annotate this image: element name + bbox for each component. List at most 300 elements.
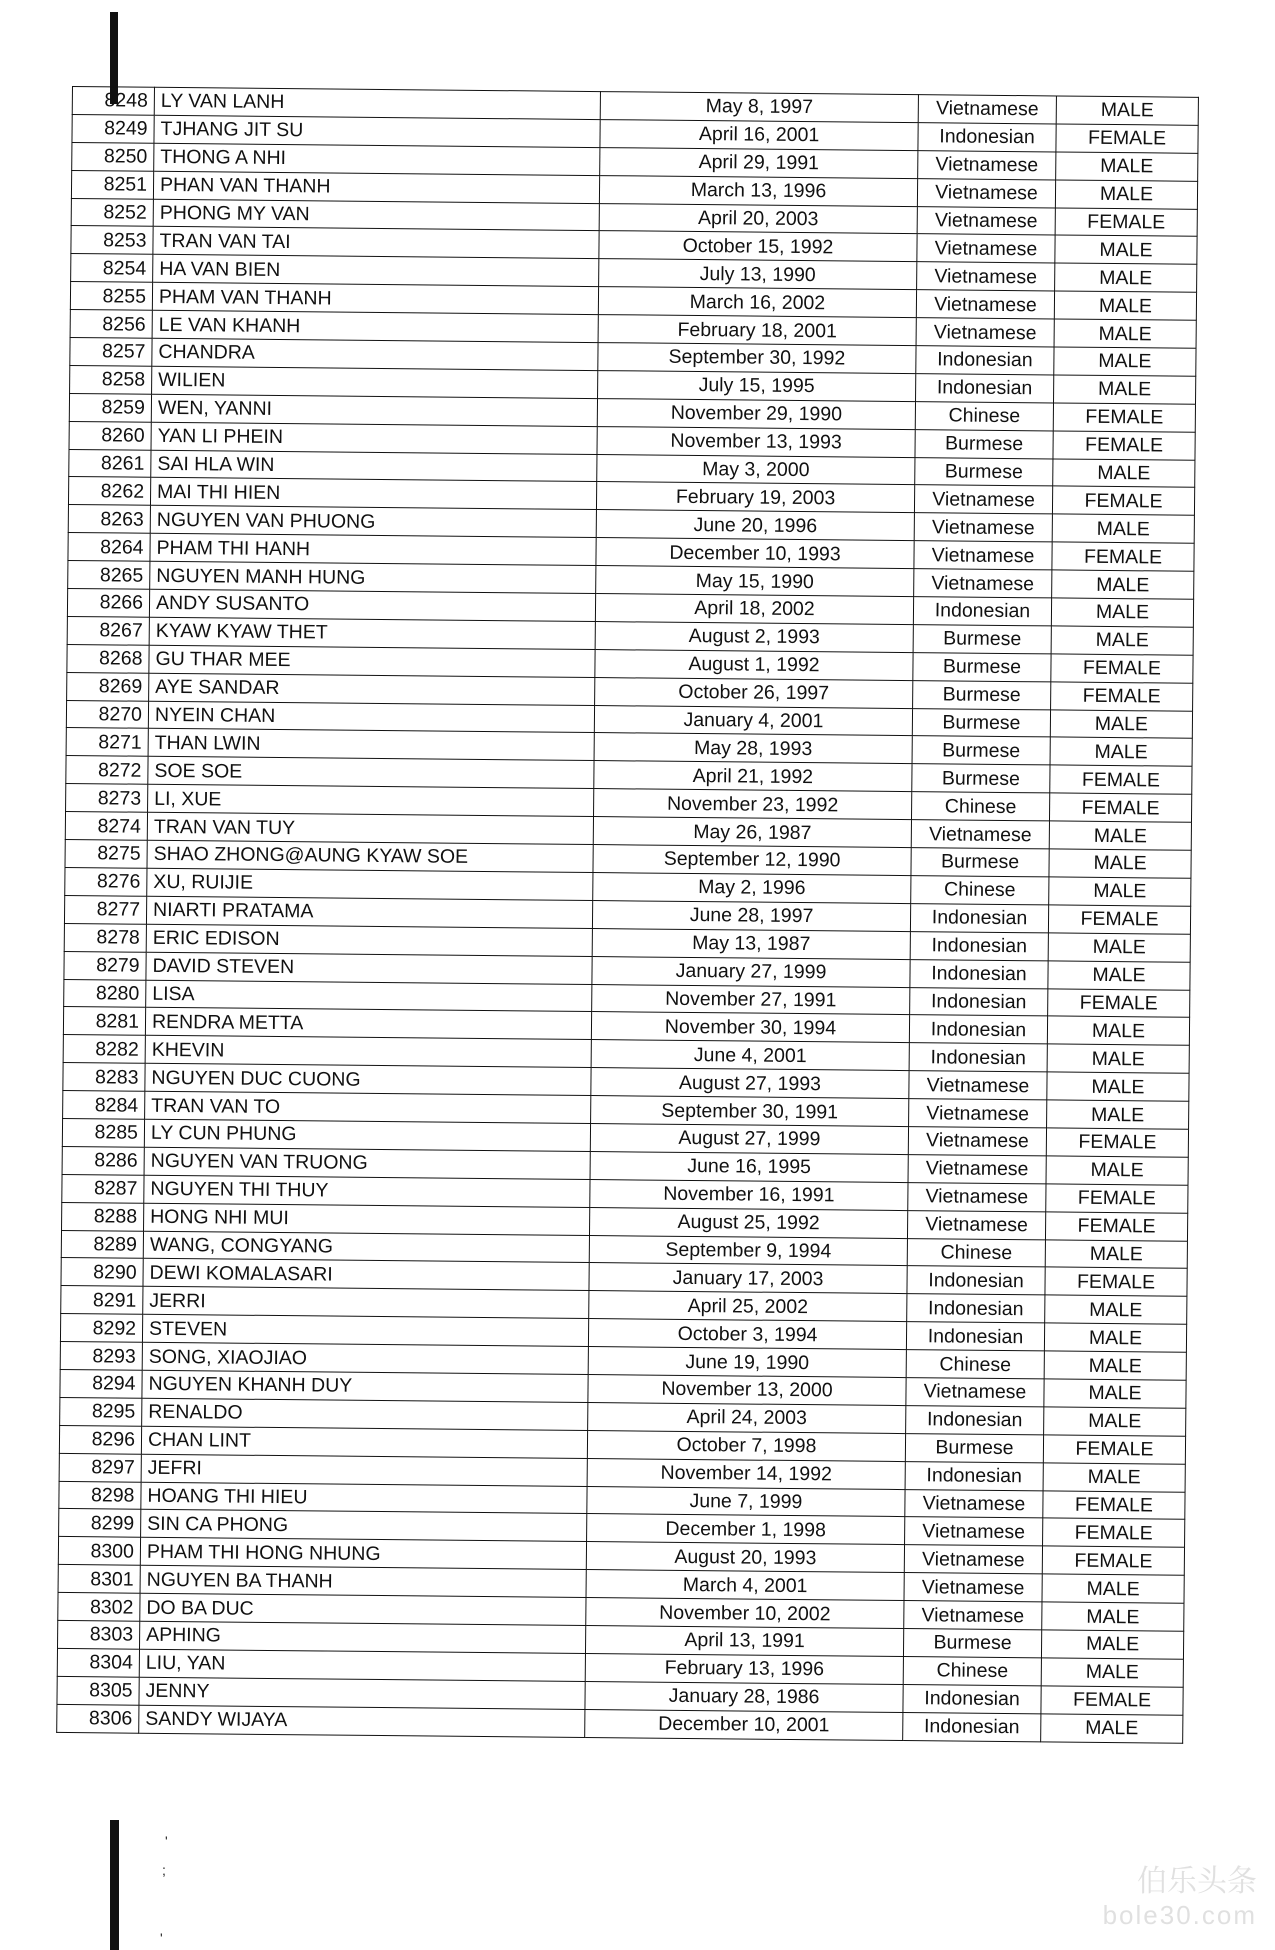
record-number-cell: 8298 xyxy=(59,1481,141,1510)
date-of-birth-cell: June 28, 1997 xyxy=(592,900,910,931)
person-name-cell: PHONG MY VAN xyxy=(153,199,599,231)
person-name-cell: PHAM VAN THANH xyxy=(152,283,598,315)
nationality-cell: Vietnamese xyxy=(918,150,1056,179)
date-of-birth-cell: June 4, 2001 xyxy=(591,1040,909,1071)
record-number-cell: 8300 xyxy=(58,1537,140,1566)
record-number-cell: 8294 xyxy=(60,1369,142,1398)
sex-cell: FEMALE xyxy=(1046,1184,1188,1213)
date-of-birth-cell: December 10, 2001 xyxy=(585,1709,903,1740)
record-number-cell: 8282 xyxy=(63,1035,145,1064)
sex-cell: FEMALE xyxy=(1055,208,1197,237)
person-name-cell: RENALDO xyxy=(142,1398,588,1430)
sex-cell: MALE xyxy=(1053,459,1195,488)
person-name-cell: LIU, YAN xyxy=(139,1649,585,1681)
nationality-cell: Vietnamese xyxy=(914,513,1052,542)
person-name-cell: JEFRI xyxy=(141,1454,587,1486)
sex-cell: MALE xyxy=(1055,263,1197,292)
nationality-cell: Indonesian xyxy=(907,1294,1045,1323)
record-number-cell: 8255 xyxy=(70,282,152,311)
date-of-birth-cell: November 10, 2002 xyxy=(586,1598,904,1629)
sex-cell: MALE xyxy=(1041,1714,1183,1743)
nationality-cell: Vietnamese xyxy=(907,1210,1045,1239)
sex-cell: MALE xyxy=(1050,737,1192,766)
date-of-birth-cell: April 29, 1991 xyxy=(600,147,918,178)
nationality-cell: Indonesian xyxy=(913,597,1051,626)
date-of-birth-cell: October 3, 1994 xyxy=(588,1319,906,1350)
date-of-birth-cell: August 2, 1993 xyxy=(595,621,913,652)
nationality-cell: Burmese xyxy=(913,625,1051,654)
sex-cell: FEMALE xyxy=(1051,682,1193,711)
person-name-cell: KHEVIN xyxy=(145,1036,591,1068)
date-of-birth-cell: July 13, 1990 xyxy=(599,259,917,290)
nationality-cell: Vietnamese xyxy=(909,1071,1047,1100)
person-name-cell: SIN CA PHONG xyxy=(141,1510,587,1542)
record-number-cell: 8299 xyxy=(59,1509,141,1538)
nationality-cell: Burmese xyxy=(913,680,1051,709)
sex-cell: FEMALE xyxy=(1041,1686,1183,1715)
date-of-birth-cell: November 23, 1992 xyxy=(594,789,912,820)
date-of-birth-cell: September 30, 1992 xyxy=(598,343,916,374)
nationality-cell: Chinese xyxy=(915,401,1053,430)
nationality-cell: Vietnamese xyxy=(905,1517,1043,1546)
record-number-cell: 8290 xyxy=(61,1258,143,1287)
date-of-birth-cell: May 26, 1987 xyxy=(593,817,911,848)
person-name-cell: HA VAN BIEN xyxy=(153,255,599,287)
nationality-cell: Burmese xyxy=(911,848,1049,877)
nationality-cell: Indonesian xyxy=(910,959,1048,988)
record-number-cell: 8295 xyxy=(60,1397,142,1426)
sex-cell: MALE xyxy=(1051,598,1193,627)
record-number-cell: 8278 xyxy=(64,923,146,952)
person-name-cell: ANDY SUSANTO xyxy=(149,589,595,621)
record-number-cell: 8270 xyxy=(66,700,148,729)
watermark xyxy=(987,1856,1257,1936)
person-name-cell: NGUYEN VAN TRUONG xyxy=(144,1147,590,1179)
date-of-birth-cell: May 8, 1997 xyxy=(600,92,918,123)
sex-cell: MALE xyxy=(1054,291,1196,320)
sex-cell: MALE xyxy=(1052,514,1194,543)
date-of-birth-cell: January 4, 2001 xyxy=(594,705,912,736)
person-name-cell: XU, RUIJIE xyxy=(147,868,593,900)
record-number-cell: 8254 xyxy=(71,254,153,283)
person-name-cell: NGUYEN BA THANH xyxy=(140,1565,586,1597)
date-of-birth-cell: November 13, 2000 xyxy=(588,1374,906,1405)
sex-cell: MALE xyxy=(1049,821,1191,850)
nationality-cell: Vietnamese xyxy=(917,178,1055,207)
date-of-birth-cell: August 1, 1992 xyxy=(595,649,913,680)
record-number-cell: 8280 xyxy=(64,979,146,1008)
register-body xyxy=(57,87,1199,1743)
record-number-cell: 8266 xyxy=(67,589,149,618)
nationality-cell: Vietnamese xyxy=(904,1545,1042,1574)
date-of-birth-cell: November 16, 1991 xyxy=(590,1179,908,1210)
date-of-birth-cell: June 19, 1990 xyxy=(588,1347,906,1378)
person-name-cell: WILIEN xyxy=(152,366,598,398)
watermark-brand: 伯乐头条 xyxy=(1137,1865,1257,1898)
person-name-cell: PHAN VAN THANH xyxy=(153,171,599,203)
nationality-cell: Burmese xyxy=(912,708,1050,737)
person-name-cell: LISA xyxy=(146,980,592,1012)
nationality-cell: Indonesian xyxy=(909,1043,1047,1072)
sex-cell: MALE xyxy=(1051,626,1193,655)
record-number-cell: 8256 xyxy=(70,310,152,339)
record-number-cell: 8293 xyxy=(60,1342,142,1371)
nationality-cell: Vietnamese xyxy=(917,262,1055,291)
nationality-cell: Indonesian xyxy=(903,1684,1041,1713)
sex-cell: MALE xyxy=(1054,347,1196,376)
date-of-birth-cell: July 15, 1995 xyxy=(598,370,916,401)
date-of-birth-cell: October 15, 1992 xyxy=(599,231,917,262)
record-number-cell: 8289 xyxy=(61,1230,143,1259)
nationality-cell: Burmese xyxy=(912,764,1050,793)
person-name-cell: NGUYEN DUC CUONG xyxy=(145,1063,591,1095)
sex-cell: FEMALE xyxy=(1045,1267,1187,1296)
record-number-cell: 8275 xyxy=(65,840,147,869)
person-name-cell: GU THAR MEE xyxy=(149,645,595,677)
nationality-cell: Burmese xyxy=(903,1629,1041,1658)
nationality-cell: Chinese xyxy=(911,792,1049,821)
nationality-cell: Vietnamese xyxy=(914,541,1052,570)
record-number-cell: 8297 xyxy=(59,1453,141,1482)
sex-cell: MALE xyxy=(1045,1239,1187,1268)
sex-cell: FEMALE xyxy=(1043,1435,1185,1464)
nationality-cell: Indonesian xyxy=(906,1405,1044,1434)
person-name-cell: SANDY WIJAYA xyxy=(139,1705,585,1737)
sex-cell: FEMALE xyxy=(1052,542,1194,571)
date-of-birth-cell: August 27, 1999 xyxy=(590,1123,908,1154)
date-of-birth-cell: November 27, 1991 xyxy=(592,984,910,1015)
date-of-birth-cell: February 13, 1996 xyxy=(585,1653,903,1684)
sex-cell: MALE xyxy=(1049,849,1191,878)
scan-margin-bar-bottom xyxy=(110,1820,119,1950)
record-number-cell: 8281 xyxy=(63,1007,145,1036)
record-number-cell: 8264 xyxy=(68,533,150,562)
person-name-cell: PHAM THI HANH xyxy=(150,534,596,566)
person-name-cell: NGUYEN VAN PHUONG xyxy=(150,506,596,538)
person-name-cell: PHAM THI HONG NHUNG xyxy=(140,1538,586,1570)
record-number-cell: 8284 xyxy=(63,1091,145,1120)
nationality-cell: Indonesian xyxy=(910,931,1048,960)
scan-speck: ; xyxy=(162,1862,166,1878)
nationality-cell: Burmese xyxy=(905,1433,1043,1462)
record-number-cell: 8269 xyxy=(67,672,149,701)
sex-cell: FEMALE xyxy=(1042,1546,1184,1575)
sex-cell: FEMALE xyxy=(1053,403,1195,432)
person-name-cell: NYEIN CHAN xyxy=(148,701,594,733)
nationality-cell: Indonesian xyxy=(918,123,1056,152)
sex-cell: FEMALE xyxy=(1050,765,1192,794)
person-name-cell: TRAN VAN TUY xyxy=(147,812,593,844)
date-of-birth-cell: April 25, 2002 xyxy=(589,1291,907,1322)
person-name-cell: MAI THI HIEN xyxy=(150,478,596,510)
person-name-cell: SAI HLA WIN xyxy=(151,450,597,482)
nationality-cell: Indonesian xyxy=(905,1461,1043,1490)
sex-cell: FEMALE xyxy=(1045,1212,1187,1241)
nationality-cell: Vietnamese xyxy=(918,95,1056,124)
sex-cell: MALE xyxy=(1048,961,1190,990)
nationality-cell: Vietnamese xyxy=(916,290,1054,319)
record-number-cell: 8288 xyxy=(62,1202,144,1231)
person-name-cell: NGUYEN MANH HUNG xyxy=(150,561,596,593)
record-number-cell: 8301 xyxy=(58,1565,140,1594)
record-number-cell: 8265 xyxy=(68,561,150,590)
sex-cell: MALE xyxy=(1047,1100,1189,1129)
scan-speck: ' xyxy=(165,1833,168,1849)
sex-cell: MALE xyxy=(1041,1658,1183,1687)
date-of-birth-cell: November 14, 1992 xyxy=(587,1458,905,1489)
date-of-birth-cell: October 7, 1998 xyxy=(587,1430,905,1461)
date-of-birth-cell: June 16, 1995 xyxy=(590,1151,908,1182)
nationality-cell: Vietnamese xyxy=(914,569,1052,598)
record-number-cell: 8271 xyxy=(66,728,148,757)
date-of-birth-cell: August 25, 1992 xyxy=(589,1207,907,1238)
date-of-birth-cell: June 20, 1996 xyxy=(596,510,914,541)
person-name-cell: STEVEN xyxy=(142,1314,588,1346)
nationality-cell: Burmese xyxy=(915,429,1053,458)
date-of-birth-cell: April 13, 1991 xyxy=(585,1625,903,1656)
person-name-cell: LI, XUE xyxy=(148,785,594,817)
nationality-cell: Indonesian xyxy=(909,1015,1047,1044)
nationality-cell: Vietnamese xyxy=(908,1154,1046,1183)
record-number-cell: 8276 xyxy=(65,867,147,896)
person-name-cell: TRAN VAN TAI xyxy=(153,227,599,259)
sex-cell: FEMALE xyxy=(1043,1490,1185,1519)
sex-cell: FEMALE xyxy=(1049,793,1191,822)
person-name-cell: NGUYEN THI THUY xyxy=(144,1175,590,1207)
person-name-cell: DEWI KOMALASARI xyxy=(143,1259,589,1291)
person-name-cell: DAVID STEVEN xyxy=(146,952,592,984)
person-name-cell: KYAW KYAW THET xyxy=(149,617,595,649)
nationality-cell: Burmese xyxy=(913,652,1051,681)
date-of-birth-cell: May 13, 1987 xyxy=(592,928,910,959)
record-number-cell: 8287 xyxy=(62,1174,144,1203)
person-name-cell: APHING xyxy=(139,1621,585,1653)
date-of-birth-cell: April 20, 2003 xyxy=(599,203,917,234)
sex-cell: MALE xyxy=(1054,319,1196,348)
sex-cell: MALE xyxy=(1052,570,1194,599)
date-of-birth-cell: February 18, 2001 xyxy=(598,315,916,346)
person-name-cell: LE VAN KHANH xyxy=(152,310,598,342)
record-number-cell: 8274 xyxy=(65,812,147,841)
sex-cell: FEMALE xyxy=(1046,1128,1188,1157)
nationality-cell: Chinese xyxy=(906,1350,1044,1379)
date-of-birth-cell: April 24, 2003 xyxy=(588,1402,906,1433)
date-of-birth-cell: November 13, 1993 xyxy=(597,426,915,457)
record-number-cell: 8257 xyxy=(70,338,152,367)
date-of-birth-cell: December 10, 1993 xyxy=(596,538,914,569)
record-number-cell: 8283 xyxy=(63,1063,145,1092)
date-of-birth-cell: May 3, 2000 xyxy=(597,454,915,485)
date-of-birth-cell: December 1, 1998 xyxy=(587,1514,905,1545)
date-of-birth-cell: January 17, 2003 xyxy=(589,1263,907,1294)
nationality-cell: Chinese xyxy=(903,1656,1041,1685)
sex-cell: FEMALE xyxy=(1056,124,1198,153)
sex-cell: MALE xyxy=(1044,1379,1186,1408)
person-name-cell: YAN LI PHEIN xyxy=(151,422,597,454)
record-number-cell: 8261 xyxy=(69,449,151,478)
person-name-cell: ERIC EDISON xyxy=(146,924,592,956)
person-name-cell: THONG A NHI xyxy=(154,143,600,175)
person-name-cell: WEN, YANNI xyxy=(151,394,597,426)
sex-cell: MALE xyxy=(1044,1407,1186,1436)
record-number-cell: 8303 xyxy=(58,1620,140,1649)
date-of-birth-cell: October 26, 1997 xyxy=(595,677,913,708)
person-name-cell: SOE SOE xyxy=(148,757,594,789)
date-of-birth-cell: May 15, 1990 xyxy=(596,566,914,597)
nationality-cell: Burmese xyxy=(912,736,1050,765)
sex-cell: MALE xyxy=(1054,375,1196,404)
date-of-birth-cell: May 28, 1993 xyxy=(594,733,912,764)
sex-cell: MALE xyxy=(1048,933,1190,962)
nationality-cell: Vietnamese xyxy=(916,318,1054,347)
nationality-cell: Vietnamese xyxy=(908,1127,1046,1156)
nationality-cell: Indonesian xyxy=(910,987,1048,1016)
sex-cell: MALE xyxy=(1045,1295,1187,1324)
sex-cell: FEMALE xyxy=(1048,905,1190,934)
date-of-birth-cell: March 4, 2001 xyxy=(586,1570,904,1601)
nationality-cell: Vietnamese xyxy=(911,820,1049,849)
date-of-birth-cell: November 29, 1990 xyxy=(597,398,915,429)
person-name-cell: HOANG THI HIEU xyxy=(141,1482,587,1514)
sex-cell: FEMALE xyxy=(1052,486,1194,515)
sex-cell: FEMALE xyxy=(1053,431,1195,460)
person-name-cell: WANG, CONGYANG xyxy=(143,1231,589,1263)
nationality-cell: Indonesian xyxy=(907,1266,1045,1295)
record-number-cell: 8302 xyxy=(58,1593,140,1622)
nationality-cell: Indonesian xyxy=(906,1322,1044,1351)
nationality-cell: Burmese xyxy=(915,457,1053,486)
sex-cell: MALE xyxy=(1047,1072,1189,1101)
record-number-cell: 8252 xyxy=(71,198,153,227)
sex-cell: MALE xyxy=(1043,1463,1185,1492)
date-of-birth-cell: May 2, 1996 xyxy=(593,872,911,903)
record-number-cell: 8306 xyxy=(57,1704,139,1733)
sex-cell: MALE xyxy=(1049,877,1191,906)
nationality-cell: Indonesian xyxy=(910,903,1048,932)
record-number-cell: 8258 xyxy=(70,365,152,394)
sex-cell: MALE xyxy=(1047,1044,1189,1073)
nationality-cell: Indonesian xyxy=(903,1712,1041,1741)
nationality-cell: Indonesian xyxy=(916,346,1054,375)
nationality-cell: Vietnamese xyxy=(908,1182,1046,1211)
date-of-birth-cell: January 28, 1986 xyxy=(585,1681,903,1712)
nationality-cell: Vietnamese xyxy=(914,485,1052,514)
record-number-cell: 8305 xyxy=(57,1676,139,1705)
date-of-birth-cell: August 20, 1993 xyxy=(586,1542,904,1573)
sex-cell: MALE xyxy=(1056,152,1198,181)
nationality-cell: Vietnamese xyxy=(906,1378,1044,1407)
nationality-cell: Indonesian xyxy=(916,374,1054,403)
person-name-cell: CHANDRA xyxy=(152,338,598,370)
record-number-cell: 8304 xyxy=(57,1648,139,1677)
record-number-cell: 8296 xyxy=(59,1425,141,1454)
date-of-birth-cell: April 21, 1992 xyxy=(594,761,912,792)
nationality-cell: Vietnamese xyxy=(905,1489,1043,1518)
sex-cell: MALE xyxy=(1044,1351,1186,1380)
record-number-cell: 8249 xyxy=(72,114,154,143)
nationality-cell: Vietnamese xyxy=(904,1601,1042,1630)
person-name-cell: JENNY xyxy=(139,1677,585,1709)
sex-cell: FEMALE xyxy=(1048,988,1190,1017)
person-name-cell: CHAN LINT xyxy=(141,1426,587,1458)
sex-cell: MALE xyxy=(1044,1323,1186,1352)
record-number-cell: 8251 xyxy=(71,170,153,199)
record-number-cell: 8268 xyxy=(67,644,149,673)
record-number-cell: 8279 xyxy=(64,951,146,980)
date-of-birth-cell: November 30, 1994 xyxy=(591,1012,909,1043)
nationality-cell: Vietnamese xyxy=(909,1099,1047,1128)
person-name-cell: NGUYEN KHANH DUY xyxy=(142,1370,588,1402)
register-table xyxy=(56,86,1199,1743)
record-number-cell: 8273 xyxy=(66,784,148,813)
date-of-birth-cell: April 16, 2001 xyxy=(600,119,918,150)
sex-cell: MALE xyxy=(1050,710,1192,739)
person-name-cell: SHAO ZHONG@AUNG KYAW SOE xyxy=(147,840,593,872)
sex-cell: MALE xyxy=(1055,180,1197,209)
record-number-cell: 8263 xyxy=(68,505,150,534)
date-of-birth-cell: September 9, 1994 xyxy=(589,1235,907,1266)
nationality-cell: Vietnamese xyxy=(917,234,1055,263)
record-number-cell: 8248 xyxy=(72,87,154,116)
sex-cell: MALE xyxy=(1041,1630,1183,1659)
date-of-birth-cell: August 27, 1993 xyxy=(591,1068,909,1099)
person-name-cell: HONG NHI MUI xyxy=(144,1203,590,1235)
person-name-cell: TRAN VAN TO xyxy=(145,1091,591,1123)
scan-speck: ' xyxy=(160,1930,163,1946)
sex-cell: FEMALE xyxy=(1051,654,1193,683)
record-number-cell: 8272 xyxy=(66,756,148,785)
sex-cell: MALE xyxy=(1042,1602,1184,1631)
date-of-birth-cell: January 27, 1999 xyxy=(592,956,910,987)
record-number-cell: 8262 xyxy=(68,477,150,506)
record-number-cell: 8259 xyxy=(69,393,151,422)
record-number-cell: 8250 xyxy=(72,142,154,171)
sex-cell: MALE xyxy=(1056,96,1198,125)
person-name-cell: DO BA DUC xyxy=(140,1593,586,1625)
sex-cell: FEMALE xyxy=(1043,1518,1185,1547)
record-number-cell: 8291 xyxy=(61,1286,143,1315)
nationality-cell: Chinese xyxy=(911,876,1049,905)
person-name-cell: NIARTI PRATAMA xyxy=(146,896,592,928)
date-of-birth-cell: June 7, 1999 xyxy=(587,1486,905,1517)
date-of-birth-cell: September 30, 1991 xyxy=(591,1096,909,1127)
nationality-cell: Vietnamese xyxy=(904,1573,1042,1602)
nationality-cell: Vietnamese xyxy=(917,206,1055,235)
watermark-url: bole30.com xyxy=(1102,1900,1257,1930)
record-number-cell: 8260 xyxy=(69,421,151,450)
record-number-cell: 8253 xyxy=(71,226,153,255)
date-of-birth-cell: September 12, 1990 xyxy=(593,845,911,876)
date-of-birth-cell: February 19, 2003 xyxy=(596,482,914,513)
date-of-birth-cell: March 13, 1996 xyxy=(599,175,917,206)
person-name-cell: SONG, XIAOJIAO xyxy=(142,1342,588,1374)
sex-cell: MALE xyxy=(1047,1016,1189,1045)
nationality-cell: Chinese xyxy=(907,1238,1045,1267)
record-number-cell: 8285 xyxy=(62,1118,144,1147)
person-name-cell: AYE SANDAR xyxy=(149,673,595,705)
date-of-birth-cell: March 16, 2002 xyxy=(598,287,916,318)
person-name-cell: LY CUN PHUNG xyxy=(144,1119,590,1151)
person-name-cell: RENDRA METTA xyxy=(145,1008,591,1040)
record-number-cell: 8277 xyxy=(64,895,146,924)
record-number-cell: 8286 xyxy=(62,1146,144,1175)
sex-cell: MALE xyxy=(1042,1574,1184,1603)
sex-cell: MALE xyxy=(1055,235,1197,264)
person-name-cell: JERRI xyxy=(143,1287,589,1319)
record-number-cell: 8267 xyxy=(67,616,149,645)
person-name-cell: THAN LWIN xyxy=(148,729,594,761)
sex-cell: MALE xyxy=(1046,1156,1188,1185)
